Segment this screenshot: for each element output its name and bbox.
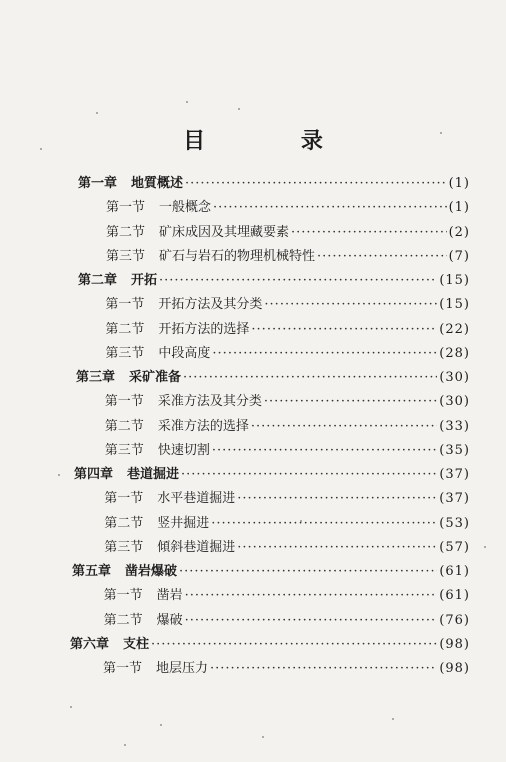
print-speck: [96, 112, 98, 114]
section-number: 第二节: [103, 612, 143, 628]
page-number: (57): [439, 539, 470, 555]
print-speck: [70, 706, 72, 708]
page-number: (28): [439, 345, 470, 361]
toc-section-entry: [105, 415, 470, 439]
chapter-number: 第一章: [78, 176, 118, 191]
print-speck: [58, 474, 60, 476]
section-title: 傾斜巷道掘进: [157, 539, 236, 555]
section-title: 矿床成因及其埋藏要素: [159, 224, 290, 240]
section-number: 第二节: [104, 418, 144, 434]
page-number: (1): [448, 176, 470, 191]
chapter-title: 支柱: [123, 636, 150, 652]
page-number: (15): [439, 297, 470, 313]
page-number: (7): [448, 248, 470, 264]
section-number: 第一节: [103, 588, 143, 604]
page-number: (2): [448, 224, 470, 240]
page-number: (37): [439, 491, 470, 507]
section-title: 矿石与岩石的物理机械特性: [159, 248, 316, 264]
page-title: 目 录: [183, 128, 367, 154]
section-number: 第三节: [106, 248, 146, 264]
page-number: (98): [439, 636, 470, 652]
section-title: 快速切割: [157, 442, 210, 458]
page-number: (15): [439, 273, 470, 288]
section-title: 水平巷道掘进: [157, 491, 236, 507]
page-number: (22): [439, 321, 470, 337]
chapter-title: 巷道掘进: [127, 467, 180, 482]
print-speck: [40, 148, 42, 150]
chapter-title: 凿岩爆破: [125, 564, 178, 579]
dot-leader: [159, 273, 437, 288]
dot-leader: [251, 419, 437, 434]
chapter-number: 第三章: [76, 370, 116, 385]
section-title: 采准方法及其分类: [157, 394, 262, 410]
section-title: 地层压力: [156, 661, 209, 676]
toc-section-entry: [105, 390, 470, 414]
toc-section-entry: [106, 196, 470, 220]
page-number: (35): [439, 442, 470, 458]
section-title: 一般概念: [159, 200, 212, 216]
toc-chapter-entry: [70, 633, 470, 657]
dot-leader: [237, 491, 437, 506]
dot-leader: [181, 467, 437, 482]
print-speck: [124, 744, 126, 746]
dot-leader: [185, 613, 438, 628]
section-number: 第一节: [103, 661, 143, 676]
toc-chapter-entry: [72, 560, 470, 584]
section-number: 第二节: [104, 515, 144, 531]
dot-leader: [210, 661, 437, 676]
dot-leader: [185, 588, 438, 603]
dot-leader: [237, 540, 437, 555]
dot-leader: [264, 297, 437, 312]
toc-section-entry: [104, 584, 470, 608]
section-number: 第一节: [105, 297, 145, 313]
section-title: 开拓方法及其分类: [158, 297, 263, 313]
toc-section-entry: [105, 439, 470, 463]
dot-leader: [212, 443, 437, 458]
chapter-title: 开拓: [131, 273, 158, 288]
toc-section-entry: [105, 293, 470, 317]
page-number: (33): [439, 418, 470, 434]
page-number: (61): [439, 564, 470, 579]
dot-leader: [179, 564, 437, 579]
toc-section-entry: [105, 318, 470, 342]
dot-leader: [151, 637, 437, 652]
toc-chapter-entry: [78, 172, 470, 196]
print-speck: [160, 724, 162, 726]
section-number: 第三节: [104, 442, 144, 458]
dot-leader: [211, 516, 437, 531]
toc-chapter-entry: [78, 269, 470, 293]
section-number: 第三节: [105, 345, 145, 361]
page-number: (30): [439, 394, 470, 410]
section-number: 第二节: [105, 321, 145, 337]
section-title: 爆破: [156, 612, 183, 628]
section-number: 第一节: [106, 200, 146, 216]
toc-section-entry: [104, 609, 470, 633]
toc-section-entry: [106, 245, 470, 269]
page-number: (98): [439, 661, 470, 676]
section-title: 竖井掘进: [157, 515, 210, 531]
print-speck: [300, 520, 302, 522]
toc-section-entry: [104, 487, 470, 511]
toc-section-entry: [104, 512, 470, 536]
section-number: 第二节: [106, 224, 146, 240]
dot-leader: [251, 322, 437, 337]
print-speck: [440, 132, 442, 134]
page-number: (76): [439, 612, 470, 628]
section-title: 中段高度: [158, 345, 211, 361]
print-speck: [262, 736, 264, 738]
toc-section-entry: [104, 536, 470, 560]
dot-leader: [183, 370, 437, 385]
dot-leader: [291, 225, 447, 240]
page-number: (53): [439, 515, 470, 531]
chapter-title: 地質概述: [131, 176, 184, 191]
page-number: (61): [439, 588, 470, 604]
print-speck: [484, 546, 486, 548]
toc-section-entry: [105, 342, 470, 366]
dot-leader: [185, 176, 447, 191]
chapter-number: 第二章: [78, 273, 118, 288]
section-title: 凿岩: [156, 588, 183, 604]
toc-chapter-entry: [74, 463, 470, 487]
chapter-title: 采矿准备: [129, 370, 182, 385]
toc-section-entry: [106, 221, 470, 245]
dot-leader: [317, 249, 447, 264]
section-number: 第一节: [104, 491, 144, 507]
toc-section-entry: [103, 657, 470, 681]
print-speck: [186, 101, 188, 103]
dot-leader: [264, 394, 437, 409]
page-number: (37): [439, 467, 470, 482]
chapter-number: 第四章: [74, 467, 114, 482]
page-number: (1): [448, 200, 470, 216]
print-speck: [238, 108, 240, 110]
section-number: 第三节: [104, 539, 144, 555]
section-number: 第一节: [104, 394, 144, 410]
dot-leader: [213, 200, 447, 215]
print-speck: [392, 718, 394, 720]
section-title: 采准方法的选择: [157, 418, 249, 434]
page-number: (30): [439, 370, 470, 385]
dot-leader: [212, 346, 437, 361]
chapter-number: 第五章: [72, 564, 112, 579]
chapter-number: 第六章: [70, 636, 110, 652]
toc-chapter-entry: [76, 366, 470, 390]
section-title: 开拓方法的选择: [158, 321, 250, 337]
